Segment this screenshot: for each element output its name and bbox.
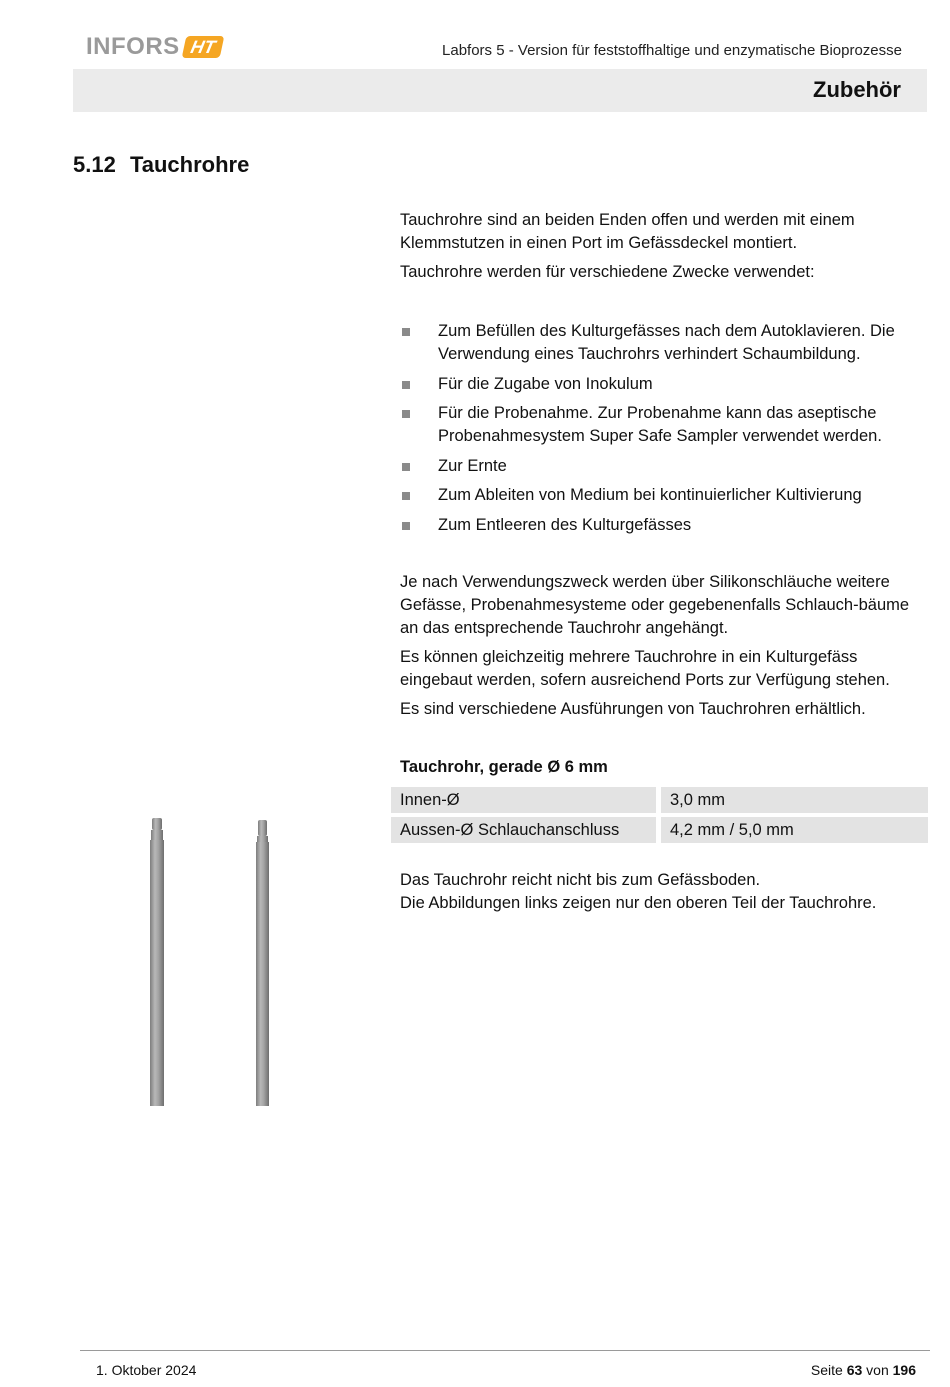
list-item: [400, 373, 930, 396]
bullet-square-icon: [402, 381, 410, 389]
list-item-text: Zum Ableiten von Medium bei kontinuierlicher Kultivierung: [438, 486, 862, 504]
list-item-text: Für die Probenahme. Zur Probenahme kann das aseptische Probenahmesystem Super Safe Sampler verwendet werden.: [438, 404, 882, 445]
uses-list: [400, 320, 930, 543]
logo-ht-badge: HT: [181, 36, 224, 58]
details-paragraph: Es sind verschiedene Ausführungen von Tauchrohren erhältlich.: [400, 700, 866, 718]
list-item-text: Zur Ernte: [438, 456, 507, 475]
infors-ht-logo: [86, 33, 222, 61]
details-paragraph: Je nach Verwendungszweck werden über Silikonschläuche weitere Gefässe, Probenahmesysteme oder gegebenenfalls Schlauch-bäume an das entsprechende Tauchrohr angehängt.: [400, 573, 910, 637]
list-item-text: Zum Entleeren des Kulturgefässes: [438, 515, 692, 534]
bullet-square-icon: [402, 328, 410, 336]
current-page: 63: [846, 1362, 863, 1378]
list-item: [400, 514, 930, 537]
table-row: [391, 787, 928, 813]
spec-table-title: Tauchrohr, gerade Ø 6 mm: [400, 758, 608, 776]
list-item-text: Zum Befüllen des Kulturgefässes nach dem Autoklavieren. Die Verwendung eines Tauchrohrs verhindert Schaumbildung.: [438, 322, 895, 363]
footer-divider: [80, 1350, 930, 1351]
spec-key: Aussen-Ø Schlauchanschluss: [391, 817, 656, 843]
page-heading: [73, 152, 249, 178]
logo-wordmark: INFORS: [86, 33, 180, 60]
list-item: [400, 320, 930, 366]
page-number: [811, 1362, 916, 1378]
spec-value: 3,0 mm: [661, 787, 928, 813]
bullet-square-icon: [402, 410, 410, 418]
list-item-text: Für die Zugabe von Inokulum: [438, 374, 653, 393]
details-text: [400, 571, 930, 727]
bullet-square-icon: [402, 463, 410, 471]
spec-value: 4,2 mm / 5,0 mm: [661, 817, 928, 843]
dip-tubes-image: [140, 812, 280, 1108]
list-item: [400, 455, 930, 478]
total-pages: 196: [892, 1362, 916, 1378]
spec-key: Innen-Ø: [391, 787, 656, 813]
details-paragraph: Es können gleichzeitig mehrere Tauchrohre in ein Kulturgefäss eingebaut werden, sofern ausreichend Ports zur Verfügung stehen.: [400, 648, 890, 689]
heading-title: Tauchrohre: [129, 152, 250, 177]
section-label: Zubehör: [813, 77, 901, 102]
bullet-square-icon: [402, 492, 410, 500]
list-item: [400, 484, 930, 507]
document-title: Labfors 5 - Version für feststoffhaltige und enzymatische Bioprozesse: [442, 42, 902, 59]
section-bar: [73, 69, 927, 112]
page-prefix: Seite: [810, 1362, 843, 1378]
dip-tube-right: [256, 820, 269, 1106]
heading-number: 5.12: [73, 152, 116, 177]
spec-table: [391, 787, 928, 847]
page-separator: von: [866, 1362, 889, 1378]
dip-tube-left: [150, 818, 164, 1106]
list-item: [400, 402, 930, 448]
note-line: Die Abbildungen links zeigen nur den oberen Teil der Tauchrohre.: [400, 894, 877, 912]
intro-paragraph: Tauchrohre sind an beiden Enden offen und werden mit einem Klemmstutzen in einen Port im Gefässdeckel montiert.: [400, 211, 855, 252]
bullet-square-icon: [402, 522, 410, 530]
footer-date: 1. Oktober 2024: [96, 1362, 197, 1378]
note-line: Das Tauchrohr reicht nicht bis zum Gefässboden.: [400, 871, 761, 889]
intro-paragraph: Tauchrohre werden für verschiedene Zwecke verwendet:: [400, 263, 815, 281]
notes-text: [400, 869, 930, 915]
intro-text: [400, 209, 930, 290]
table-row: [391, 817, 928, 843]
